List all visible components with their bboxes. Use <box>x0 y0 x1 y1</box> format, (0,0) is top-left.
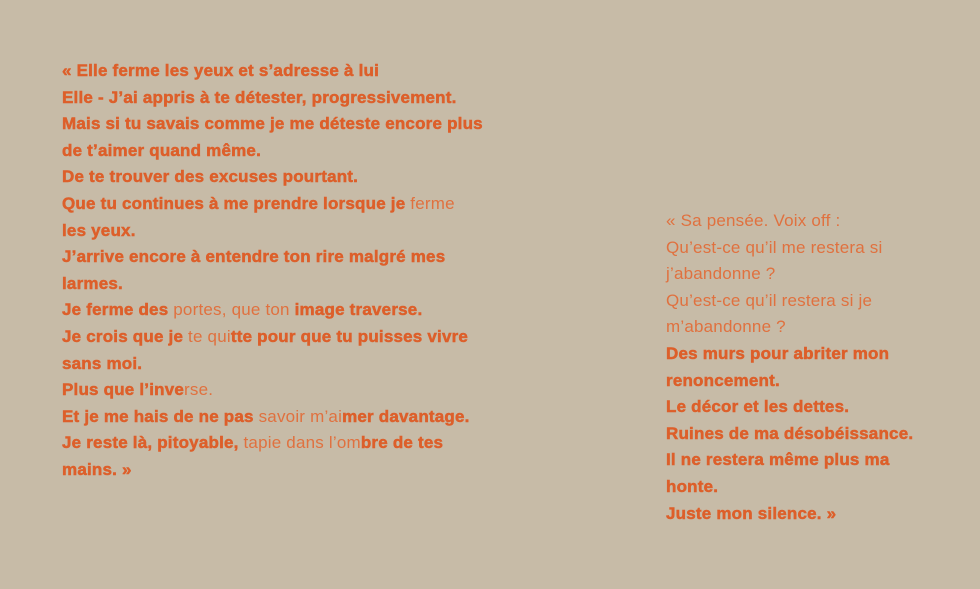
text-segment: image traverse. <box>294 300 423 320</box>
text-segment: honte. <box>666 476 719 496</box>
text-line <box>666 208 956 235</box>
text-line <box>666 288 956 315</box>
text-line <box>62 58 502 85</box>
text-segment: tte pour que tu puisses vivre <box>230 326 469 346</box>
text-segment: larmes. <box>62 273 123 293</box>
text-segment: Je reste là, pitoyable, <box>62 433 244 453</box>
text-segment: savoir m’ai <box>258 406 343 426</box>
text-segment: Je ferme des <box>62 300 174 320</box>
text-line <box>62 377 502 404</box>
text-segment: Mais si tu savais comme je me déteste encore plus <box>62 114 483 134</box>
text-line <box>62 271 502 298</box>
text-segment: rse. <box>184 380 214 400</box>
text-segment: « Sa pensée. Voix off : <box>666 211 841 230</box>
text-line <box>666 394 956 421</box>
text-line <box>62 218 502 245</box>
text-segment: Je crois que je <box>62 326 189 346</box>
text-line <box>62 297 502 324</box>
text-segment: j’abandonne ? <box>666 264 776 284</box>
text-line <box>62 164 502 191</box>
text-line <box>666 421 956 448</box>
text-segment: Plus que l’inve <box>62 380 185 400</box>
text-line <box>666 235 956 262</box>
text-segment: mains. » <box>62 459 132 479</box>
text-segment: Le décor et les dettes. <box>666 397 850 417</box>
text-line <box>62 244 502 271</box>
text-line <box>62 324 502 351</box>
text-segment: Que tu continues à me prendre lorsque je <box>62 193 411 213</box>
text-segment: mer davantage. <box>342 406 470 426</box>
text-segment: bre de tes <box>360 433 444 453</box>
text-segment: Ruines de ma désobéissance. <box>666 423 914 443</box>
text-segment: tapie dans l’om <box>243 433 361 453</box>
text-line <box>666 501 956 528</box>
text-line <box>62 351 502 378</box>
text-segment: sans moi. <box>62 353 143 373</box>
text-segment: Il ne restera même plus ma <box>666 450 890 470</box>
text-line <box>666 447 956 474</box>
text-line <box>62 85 502 112</box>
text-segment: renoncement. <box>666 370 780 390</box>
text-line <box>666 261 956 288</box>
text-segment: Elle - J’ai appris à te détester, progressivement. <box>62 87 457 107</box>
text-segment: « Elle ferme les yeux et s’adresse à lui <box>62 61 380 80</box>
text-segment: ferme <box>410 193 455 213</box>
text-segment: Juste mon silence. » <box>666 503 837 523</box>
text-segment: De te trouver des excuses pourtant. <box>62 167 359 187</box>
text-segment: m’abandonne ? <box>666 317 786 337</box>
text-segment: J’arrive encore à entendre ton rire malgré mes <box>62 247 446 267</box>
text-line <box>62 111 502 138</box>
text-segment: Qu’est-ce qu’il restera si je <box>666 290 873 310</box>
text-line <box>666 341 956 368</box>
text-segment: te qui <box>188 326 231 346</box>
text-line <box>62 457 502 484</box>
left-quote-text-block <box>62 58 502 484</box>
text-segment: Et je me hais de ne pas <box>62 406 259 426</box>
right-quote-text-block <box>666 208 956 527</box>
text-line <box>666 368 956 395</box>
text-segment: de t’aimer quand même. <box>62 140 262 160</box>
text-line <box>666 314 956 341</box>
text-line <box>62 430 502 457</box>
text-segment: Des murs pour abriter mon <box>666 343 890 363</box>
text-segment: portes, que ton <box>173 300 295 320</box>
text-segment: Qu’est-ce qu’il me restera si <box>666 237 883 257</box>
text-line <box>62 191 502 218</box>
text-line <box>62 404 502 431</box>
text-line <box>62 138 502 165</box>
text-segment: les yeux. <box>62 220 136 240</box>
text-line <box>666 474 956 501</box>
